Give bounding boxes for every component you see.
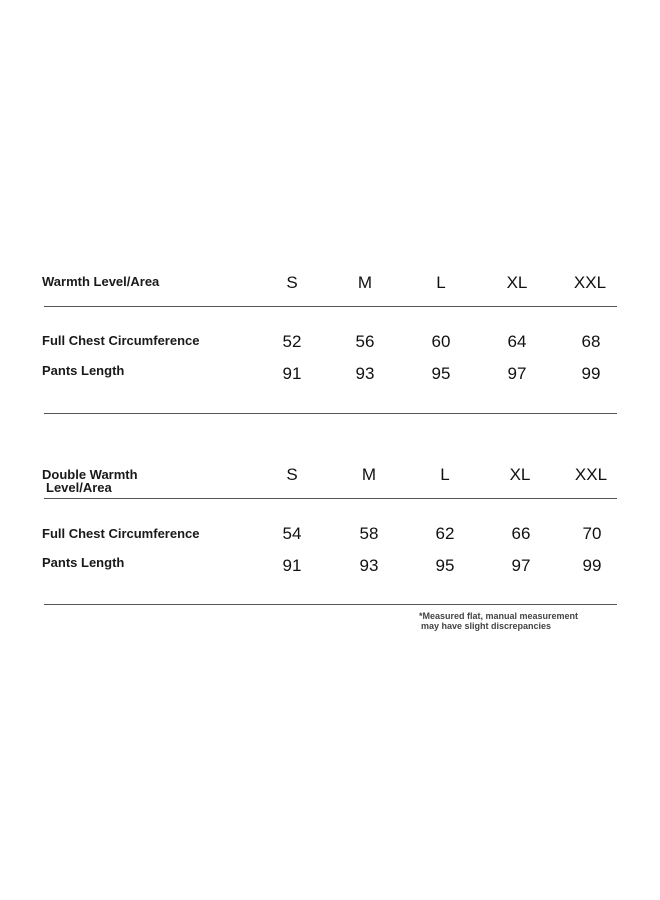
table2-chest-xxl: 70 bbox=[582, 524, 602, 543]
table2-chest-m: 58 bbox=[359, 524, 379, 543]
table2-size-xxl: XXL bbox=[574, 465, 608, 484]
table2-size-l: L bbox=[440, 465, 450, 484]
table1-pants-s: 91 bbox=[282, 364, 302, 383]
table2-header-label-line2: Level/Area bbox=[46, 480, 112, 495]
table1-chest-xxl: 68 bbox=[581, 332, 601, 351]
table1-size-l: L bbox=[436, 273, 446, 292]
table1-pants-xl: 97 bbox=[507, 364, 527, 383]
table2-chest-s: 54 bbox=[282, 524, 302, 543]
table2-chest-l: 62 bbox=[435, 524, 455, 543]
table1-pants-m: 93 bbox=[355, 364, 375, 383]
table1-header-label: Warmth Level/Area bbox=[42, 274, 160, 289]
table2-chest-xl: 66 bbox=[511, 524, 531, 543]
measurement-footnote bbox=[419, 611, 619, 631]
table2-pants-l: 95 bbox=[435, 556, 455, 575]
table1-chest-s: 52 bbox=[282, 332, 302, 351]
table2-header-label-line1: Double Warmth bbox=[42, 467, 138, 482]
table2-row-chest-label: Full Chest Circumference bbox=[42, 526, 200, 541]
table1-chest-l: 60 bbox=[431, 332, 451, 351]
table1-size-m: M bbox=[357, 273, 373, 292]
footnote-line-1: *Measured flat, manual measurement bbox=[419, 611, 579, 621]
table1-bottom-divider bbox=[44, 413, 617, 414]
table1-size-s: S bbox=[286, 273, 298, 292]
table2-size-s: S bbox=[286, 465, 298, 484]
table1-chest-m: 56 bbox=[355, 332, 375, 351]
table1-header-divider bbox=[44, 306, 617, 307]
table1-size-xxl: XXL bbox=[573, 273, 607, 292]
table1-pants-xxl: 99 bbox=[581, 364, 601, 383]
table2-header-divider bbox=[44, 498, 617, 499]
table2-pants-xl: 97 bbox=[511, 556, 531, 575]
footnote-line-2: may have slight discrepancies bbox=[421, 621, 552, 631]
table1-chest-xl: 64 bbox=[507, 332, 527, 351]
table2-size-m: M bbox=[361, 465, 377, 484]
table2-bottom-divider bbox=[44, 604, 617, 605]
table2-size-xl: XL bbox=[509, 465, 531, 484]
table2-pants-m: 93 bbox=[359, 556, 379, 575]
table2-pants-s: 91 bbox=[282, 556, 302, 575]
table1-size-xl: XL bbox=[506, 273, 528, 292]
table1-row-pants-label: Pants Length bbox=[42, 363, 125, 378]
table1-row-chest-label: Full Chest Circumference bbox=[42, 333, 200, 348]
table2-pants-xxl: 99 bbox=[582, 556, 602, 575]
table1-pants-l: 95 bbox=[431, 364, 451, 383]
table2-row-pants-label: Pants Length bbox=[42, 555, 125, 570]
